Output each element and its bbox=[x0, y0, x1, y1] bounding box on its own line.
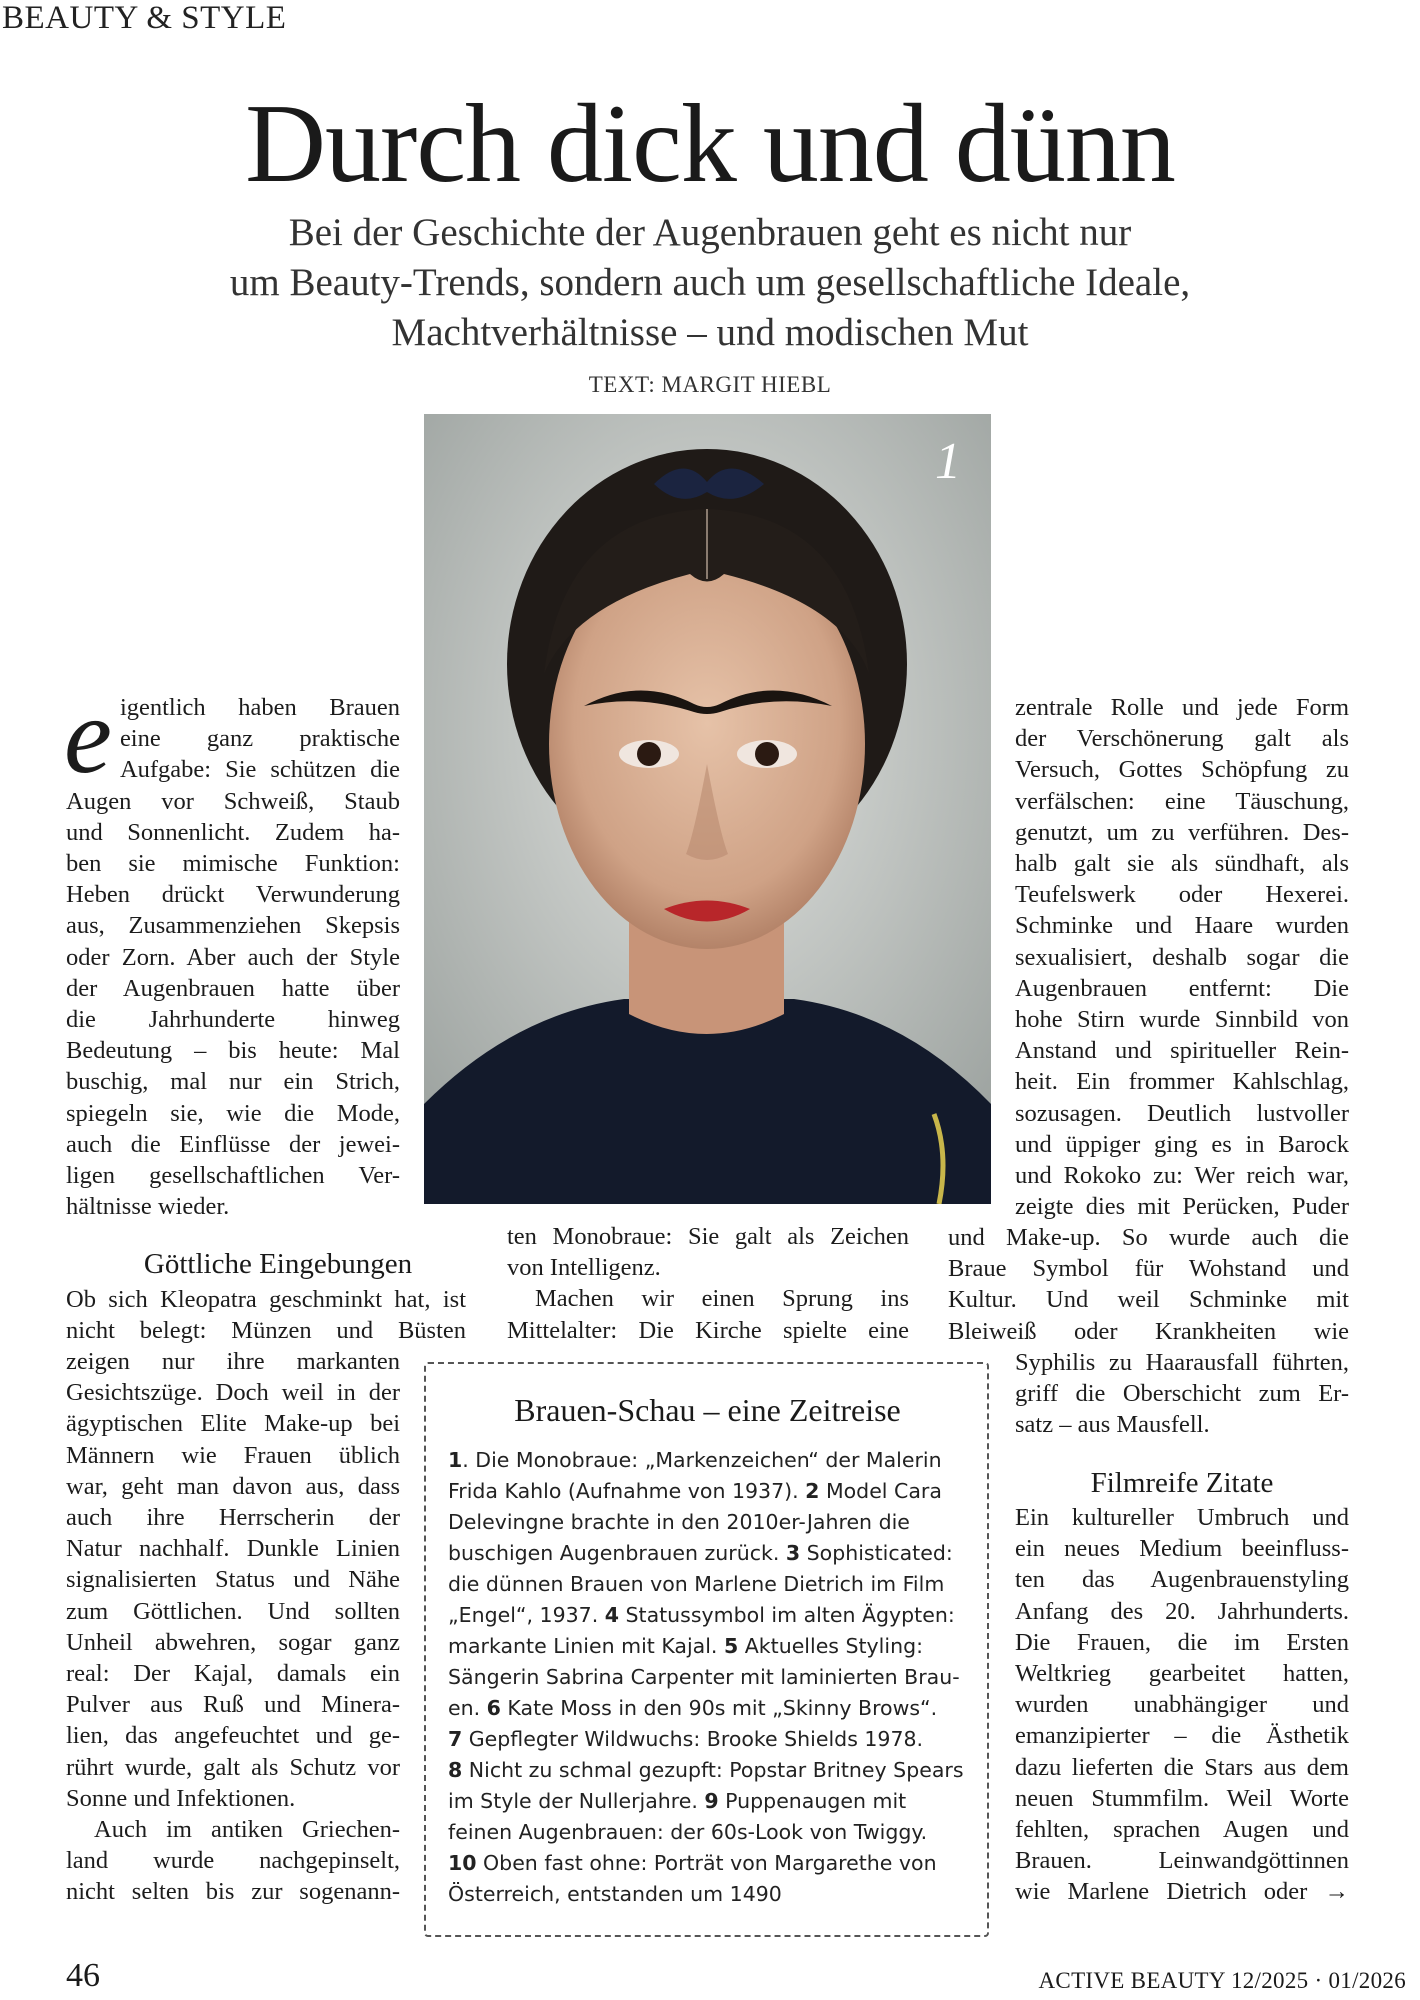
photo-number: 1 bbox=[935, 433, 961, 490]
text-line: verfälschen: eine Täuschung, bbox=[1015, 787, 1349, 815]
text-line: Weltkrieg gearbeitet hatten, bbox=[1015, 1660, 1349, 1688]
text-line: der Verschönerung galt als bbox=[1015, 725, 1349, 753]
right-column-upper bbox=[1015, 692, 1349, 1222]
text-line: Braue Symbol für Wohstand und bbox=[948, 1255, 1349, 1283]
left-column-para2 bbox=[66, 1346, 400, 1908]
text-line: Ob sich Kleopatra geschminkt hat, ist bbox=[66, 1286, 466, 1313]
text-line: Natur nachhalf. Dunkle Linien bbox=[66, 1535, 400, 1563]
text-line: hältnisse wieder. bbox=[66, 1193, 230, 1221]
magazine-footer: ACTIVE BEAUTY 12/2025 · 01/2026 bbox=[1038, 1968, 1406, 1993]
text-line: Aufgabe: Sie schützen die bbox=[119, 756, 400, 784]
text-line: hohe Stirn wurde Sinnbild von bbox=[1015, 1006, 1349, 1034]
text-line: Augenbrauen entfernt: Die bbox=[1015, 974, 1349, 1002]
text-line: ten Monobraue: Sie galt als Zeichen bbox=[507, 1223, 909, 1250]
caption-number: 6 bbox=[486, 1696, 501, 1720]
box-line: im Style der Nullerjahre. 9 Puppenaugen mit bbox=[448, 1789, 907, 1813]
caption-number: 10 bbox=[448, 1851, 477, 1875]
text-line: war, geht man davon aus, dass bbox=[66, 1472, 400, 1500]
text-line: ägyptischen Elite Make-up bei bbox=[66, 1410, 400, 1438]
text-line: und Rokoko zu: Wer reich war, bbox=[1015, 1162, 1349, 1190]
caption-number: 1 bbox=[448, 1448, 463, 1472]
text-line: Heben drückt Verwunderung bbox=[66, 881, 400, 909]
text-line: Anfang des 20. Jahrhunderts. bbox=[1015, 1597, 1349, 1625]
text-line: wie Marlene Dietrich oder → bbox=[1015, 1878, 1349, 1906]
text-line: Gesichtszüge. Doch weil in der bbox=[66, 1379, 400, 1407]
box-line: feinen Augenbrauen: der 60s-Look von Twiggy. bbox=[448, 1820, 928, 1844]
text-line: Ein kultureller Umbruch und bbox=[1015, 1504, 1349, 1531]
text-line: und üppiger ging es in Barock bbox=[1015, 1130, 1349, 1158]
middle-column bbox=[507, 1221, 909, 1346]
text-line: Schminke und Haare wurden bbox=[1015, 912, 1349, 940]
portrait-photo bbox=[424, 414, 991, 1204]
text-line: Teufelswerk oder Hexerei. bbox=[1015, 881, 1349, 909]
box-line: „Engel“, 1937. 4 Statussymbol im alten Ägypten: bbox=[448, 1603, 955, 1627]
page-number: 46 bbox=[66, 1957, 100, 1994]
text-line: Brauen. Leinwandgöttinnen bbox=[1015, 1847, 1349, 1875]
text-line: nicht selten bis zur sogenann- bbox=[66, 1878, 400, 1906]
text-line: zum Göttlichen. Und sollten bbox=[66, 1597, 400, 1625]
text-line: und Sonnenlicht. Zudem ha- bbox=[66, 818, 400, 846]
left-column-para2-wide bbox=[66, 1284, 466, 1346]
text-line: emanzipierter – die Ästhetik bbox=[1015, 1722, 1349, 1750]
box-line: die dünnen Brauen von Marlene Dietrich im Film bbox=[448, 1572, 945, 1596]
text-line: land wurde nachgepinselt, bbox=[66, 1847, 400, 1875]
box-line: Sängerin Sabrina Carpenter mit laminierten Brau- bbox=[448, 1665, 960, 1689]
caption-number: 2 bbox=[805, 1479, 820, 1503]
box-line: 7 Gepflegter Wildwuchs: Brooke Shields 1978. bbox=[448, 1727, 924, 1751]
text-line: sozusagen. Deutlich lustvoller bbox=[1015, 1099, 1349, 1127]
box-line: 8 Nicht zu schmal gezupft: Popstar Britney Spears bbox=[448, 1758, 964, 1782]
text-line: griff die Oberschicht zum Er- bbox=[1015, 1380, 1349, 1408]
box-line: Delevingne brachte in den 2010er-Jahren die bbox=[448, 1510, 910, 1534]
subtitle-line: Machtverhältnisse – und modischen Mut bbox=[391, 311, 1029, 354]
text-line: ben sie mimische Funktion: bbox=[66, 850, 400, 878]
timeline-box bbox=[424, 1362, 989, 1937]
text-line: fehlten, sprachen Augen und bbox=[1015, 1816, 1349, 1844]
text-line: oder Zorn. Aber auch der Style bbox=[66, 943, 400, 971]
text-line: Bedeutung – bis heute: Mal bbox=[66, 1037, 400, 1065]
box-line: buschigen Augenbrauen zurück. 3 Sophisticated: bbox=[448, 1541, 953, 1565]
caption-number: 3 bbox=[785, 1541, 801, 1565]
text-line: auch ihre Herrscherin der bbox=[66, 1504, 400, 1532]
box-line: Österreich, entstanden um 1490 bbox=[448, 1882, 782, 1906]
right-column-final bbox=[1015, 1502, 1349, 1908]
text-line: aus, Zusammenziehen Skepsis bbox=[66, 912, 400, 940]
text-line: Pulver aus Ruß und Minera- bbox=[66, 1691, 400, 1719]
text-line: ligen gesellschaftlichen Ver- bbox=[66, 1162, 400, 1190]
text-line: der Augenbrauen hatte über bbox=[66, 974, 400, 1002]
text-line: lien, das angefeuchtet und ge- bbox=[66, 1722, 400, 1750]
text-line: Sonne und Infektionen. bbox=[66, 1784, 296, 1812]
text-line: Augen vor Schweiß, Staub bbox=[66, 787, 400, 815]
text-line: zentrale Rolle und jede Form bbox=[1015, 694, 1349, 721]
text-line: Kultur. Und weil Schminke mit bbox=[948, 1286, 1349, 1314]
text-line: Syphilis zu Haarausfall führten, bbox=[1015, 1349, 1349, 1376]
text-line: die Jahrhunderte hinweg bbox=[66, 1006, 400, 1034]
text-line: Auch im antiken Griechen- bbox=[94, 1816, 400, 1844]
box-line: markante Linien mit Kajal. 5 Aktuelles Styling: bbox=[448, 1634, 923, 1658]
text-line: spiegeln sie, wie die Mode, bbox=[66, 1099, 400, 1127]
text-line: dazu lieferten die Stars aus dem bbox=[1015, 1753, 1349, 1781]
author-credit: TEXT: MARGIT HIEBL bbox=[588, 372, 832, 397]
text-line: signalisierten Status und Nähe bbox=[66, 1566, 400, 1594]
text-line: Unheil abwehren, sogar ganz bbox=[66, 1628, 400, 1656]
text-line: satz – aus Mausfell. bbox=[1015, 1411, 1210, 1439]
box-line: Frida Kahlo (Aufnahme von 1937). 2 Model Cara bbox=[448, 1479, 942, 1503]
caption-number: 9 bbox=[704, 1789, 719, 1813]
box-body bbox=[448, 1445, 967, 1910]
left-column bbox=[64, 677, 400, 1222]
text-line: eine ganz praktische bbox=[119, 725, 400, 753]
section-label: BEAUTY & STYLE bbox=[2, 0, 287, 36]
caption-number: 4 bbox=[604, 1603, 620, 1627]
subtitle-line: Bei der Geschichte der Augenbrauen geht es nicht nur bbox=[288, 211, 1132, 254]
text-line: zeigen nur ihre markanten bbox=[66, 1348, 400, 1375]
box-line: en. 6 Kate Moss in den 90s mit „Skinny Brows“. bbox=[448, 1696, 938, 1720]
subhead-filmreife: Filmreife Zitate bbox=[1090, 1467, 1274, 1499]
right-column-wide bbox=[948, 1222, 1349, 1347]
text-line: ten das Augenbrauenstyling bbox=[1015, 1566, 1349, 1594]
portrait-illustration bbox=[424, 414, 991, 1204]
article-subtitle bbox=[110, 208, 1310, 358]
text-line: und Make-up. So wurde auch die bbox=[948, 1224, 1349, 1251]
text-line: nicht belegt: Münzen und Büsten bbox=[66, 1317, 466, 1345]
caption-number: 7 bbox=[448, 1727, 463, 1751]
article-title: Durch dick und dünn bbox=[245, 82, 1175, 206]
text-line: igentlich haben Brauen bbox=[119, 694, 400, 721]
text-line: Versuch, Gottes Schöpfung zu bbox=[1015, 756, 1349, 784]
text-line: real: Der Kajal, damals ein bbox=[66, 1660, 400, 1688]
box-line: 10 Oben fast ohne: Porträt von Margarethe von bbox=[448, 1851, 937, 1875]
text-line: sexualisiert, deshalb sogar die bbox=[1015, 943, 1349, 971]
text-line: Mittelalter: Die Kirche spielte eine bbox=[507, 1316, 909, 1344]
text-line: heit. Ein frommer Kahlschlag, bbox=[1015, 1068, 1349, 1096]
text-line: Männern wie Frauen üblich bbox=[66, 1441, 400, 1469]
text-line: rührt wurde, galt als Schutz vor bbox=[66, 1753, 400, 1781]
box-line: 1. Die Monobraue: „Markenzeichen“ der Malerin bbox=[448, 1448, 942, 1472]
text-line: ein neues Medium beeinfluss- bbox=[1015, 1535, 1349, 1563]
text-line: genutzt, um zu verführen. Des- bbox=[1015, 818, 1349, 846]
text-line: Machen wir einen Sprung ins bbox=[535, 1285, 909, 1313]
drop-cap: e bbox=[64, 677, 112, 796]
text-line: Die Frauen, die im Ersten bbox=[1015, 1628, 1349, 1656]
subhead-goettliche: Göttliche Eingebungen bbox=[143, 1248, 413, 1280]
text-line: Bleiweiß oder Krankheiten wie bbox=[948, 1317, 1349, 1345]
subtitle-line: um Beauty-Trends, sondern auch um gesellschaftliche Ideale, bbox=[229, 261, 1191, 304]
caption-number: 8 bbox=[448, 1758, 463, 1782]
right-column-lower bbox=[1015, 1347, 1349, 1441]
text-line: halb galt sie als sündhaft, als bbox=[1015, 850, 1349, 878]
text-line: von Intelligenz. bbox=[507, 1254, 661, 1282]
text-line: neuen Stummfilm. Weil Worte bbox=[1015, 1784, 1349, 1812]
text-line: buschig, mal nur ein Strich, bbox=[66, 1068, 400, 1096]
text-line: auch die Einflüsse der jewei- bbox=[66, 1130, 400, 1158]
caption-number: 5 bbox=[723, 1634, 739, 1658]
text-line: zeigte dies mit Perücken, Puder bbox=[1015, 1193, 1349, 1221]
box-title: Brauen-Schau – eine Zeitreise bbox=[514, 1392, 901, 1428]
text-line: wurden unabhängiger und bbox=[1015, 1691, 1349, 1719]
text-line: Anstand und spiritueller Rein- bbox=[1015, 1037, 1349, 1065]
